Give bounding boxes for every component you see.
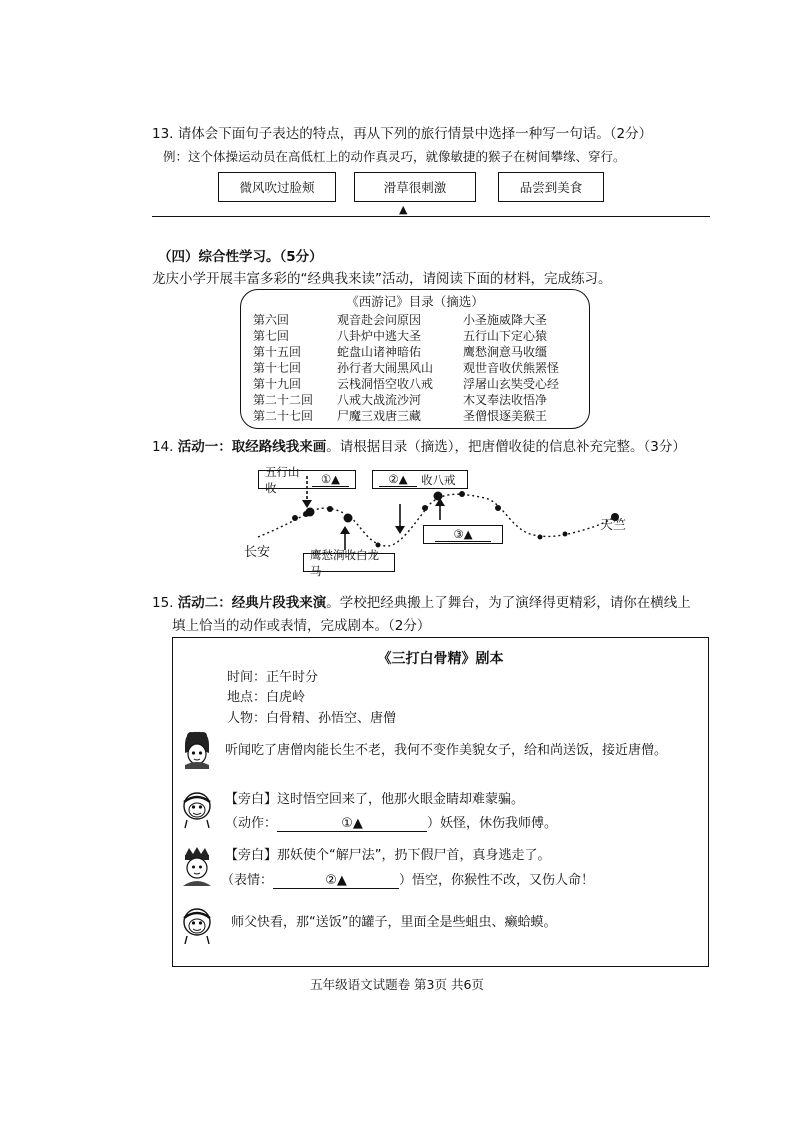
q15-title-bold: 活动二：经典片段我来演: [177, 595, 327, 611]
script-line-5: [221, 869, 594, 889]
toc-title-part2: 五行山下定心猿: [463, 329, 548, 343]
toc-chapter: 第十五回: [253, 345, 302, 359]
toc-title-part2: 圣僧恨逐美猴王: [463, 409, 548, 423]
route-dot: [495, 505, 501, 511]
route-dot: [459, 491, 465, 497]
toc-row: [253, 359, 583, 376]
toc-row: [253, 343, 583, 360]
q15-title-prefix: 15.: [152, 595, 178, 611]
script-time: 时间：正午时分: [227, 670, 319, 685]
toc-title-part2: 鹰愁涧意马收缰: [463, 345, 548, 359]
toc-chapter: 第十九回: [253, 377, 302, 391]
route-label-4: 鹰愁涧收白龙马: [303, 553, 395, 572]
q15-title-rest: 。学校把经典搬上了舞台，为了演绎得更精彩，请你在横线上: [326, 595, 691, 611]
route-blank-3: ③▲: [435, 527, 491, 542]
q13-example: 例：这个体操运动员在高低杠上的动作真灵巧，就像敏捷的猴子在树间攀缘、穿行。: [163, 149, 626, 164]
q14-title-prefix: 14.: [152, 439, 178, 455]
route-stop-1: [306, 508, 315, 517]
toc-title-part1: 八戒大战流沙河: [337, 393, 422, 407]
toc-row: [253, 327, 583, 344]
q14-title-rest: 。请根据目录（摘选），把唐僧收徒的信息补充完整。（3分）: [326, 439, 686, 455]
route-stop-2: [344, 514, 353, 523]
script-line-3: [225, 812, 557, 832]
answer-marker: ▲: [399, 203, 408, 216]
route-label-2-text: 收八戒: [421, 472, 456, 487]
q14-title: [152, 435, 686, 455]
expression-suffix: ）悟空，你猴性不改，又伤人命！: [399, 873, 595, 888]
script-line-4: 【旁白】那妖使个“解尸法”，扔下假尸首，真身逃走了。: [225, 848, 551, 863]
q14-title-bold: 活动一：取经路线我来画: [177, 439, 327, 455]
toc-title-part2: 小圣施威降大圣: [463, 313, 548, 327]
section4-heading: [158, 245, 323, 265]
toc-title-part1: 尸魔三戏唐三藏: [337, 409, 422, 423]
toc-row: [253, 391, 583, 408]
expression-blank: ②▲: [273, 873, 399, 889]
option-box-1: 微风吹过脸颊: [218, 172, 336, 202]
toc-chapter: 第二十二回: [253, 393, 314, 407]
section4-heading-text: （四）综合性学习。（5分）: [158, 249, 323, 265]
route-dot: [563, 532, 568, 537]
toc-title-part2: 木叉奉法收悟净: [463, 393, 548, 407]
sunwukong-avatar-2: [179, 904, 215, 946]
toc-row: [253, 311, 583, 328]
answer-line: [152, 216, 710, 217]
script-title: 《三打白骨精》剧本: [377, 651, 504, 667]
toc-box: [240, 289, 590, 429]
toc-title-part1: 八卦炉中逃大圣: [337, 329, 422, 343]
route-label-1-text: 五行山收: [265, 464, 300, 495]
option-box-3: 品尝到美食: [498, 172, 604, 202]
script-place: 地点：白虎岭: [227, 690, 306, 705]
route-label-3: [423, 525, 503, 544]
sunwukong-avatar-1: [179, 788, 215, 830]
expression-prefix: （表情：: [221, 873, 274, 888]
route-end-label: 天竺: [600, 518, 627, 533]
toc-title-part1: 云栈洞悟空收八戒: [337, 377, 434, 391]
script-box: [172, 637, 709, 967]
section4-intro: 龙庆小学开展丰富多彩的“经典我来读”活动，请阅读下面的材料，完成练习。: [152, 271, 612, 287]
toc-row: [253, 407, 583, 424]
route-blank-2: ②▲: [379, 472, 417, 487]
script-line-2: 【旁白】这时悟空回来了，他那火眼金睛却难蒙骗。: [225, 792, 525, 807]
action-suffix: ）妖怪，休伤我师傅。: [427, 816, 558, 831]
arrow-2-head: [340, 526, 350, 534]
baigujing-avatar: [179, 729, 215, 769]
toc-chapter: 第六回: [253, 313, 290, 327]
tangseng-avatar: [179, 846, 215, 888]
toc-title-part2: 观世音收伏熊罴怪: [463, 361, 560, 375]
arrow-3-head: [395, 526, 405, 534]
route-start: 长安: [244, 545, 271, 560]
toc-title-part1: 孙行者大闹黑风山: [337, 361, 434, 375]
script-people: 人物：白骨精、孙悟空、唐僧: [227, 711, 397, 726]
action-blank: ①▲: [277, 816, 427, 832]
route-dot: [292, 515, 298, 521]
q15-title: [152, 591, 691, 611]
option-box-2: 滑草很刺激: [354, 172, 476, 202]
route-dot: [422, 505, 428, 511]
route-stop-3: [434, 492, 443, 501]
route-blank-1: ①▲: [312, 472, 349, 487]
script-line-6: 师父快看，那“送饭”的罐子，里面全是些蛆虫、癞蛤蟆。: [231, 915, 557, 930]
toc-title: 《西游记》目录（摘选）: [346, 294, 484, 309]
action-prefix: （动作：: [225, 816, 278, 831]
toc-chapter: 第十七回: [253, 361, 302, 375]
toc-chapter: 第七回: [253, 329, 290, 343]
toc-title-part1: 观音赴会问原因: [337, 313, 422, 327]
toc-title-part1: 蛇盘山诸神暗佑: [337, 345, 422, 359]
toc-title-part2: 浮屠山玄奘受心经: [463, 377, 560, 391]
toc-row: [253, 375, 583, 392]
route-label-1: [258, 464, 356, 495]
route-dot: [327, 506, 333, 512]
q13-title: 13. 请体会下面句子表达的特点，再从下列的旅行情景中选择一种写一句话。（2分）: [152, 126, 653, 142]
route-dot: [538, 535, 543, 540]
arrow-1-head: [302, 500, 312, 508]
page-footer: 五年级语文试题卷 第3页 共6页: [310, 977, 484, 992]
route-label-2: [372, 470, 468, 489]
toc-chapter: 第二十七回: [253, 409, 314, 423]
q15-title-line2: 填上恰当的动作或表情，完成剧本。（2分）: [172, 618, 431, 634]
script-line-1: 听闻吃了唐僧肉能长生不老，我何不变作美貌女子，给和尚送饭，接近唐僧。: [225, 743, 668, 758]
